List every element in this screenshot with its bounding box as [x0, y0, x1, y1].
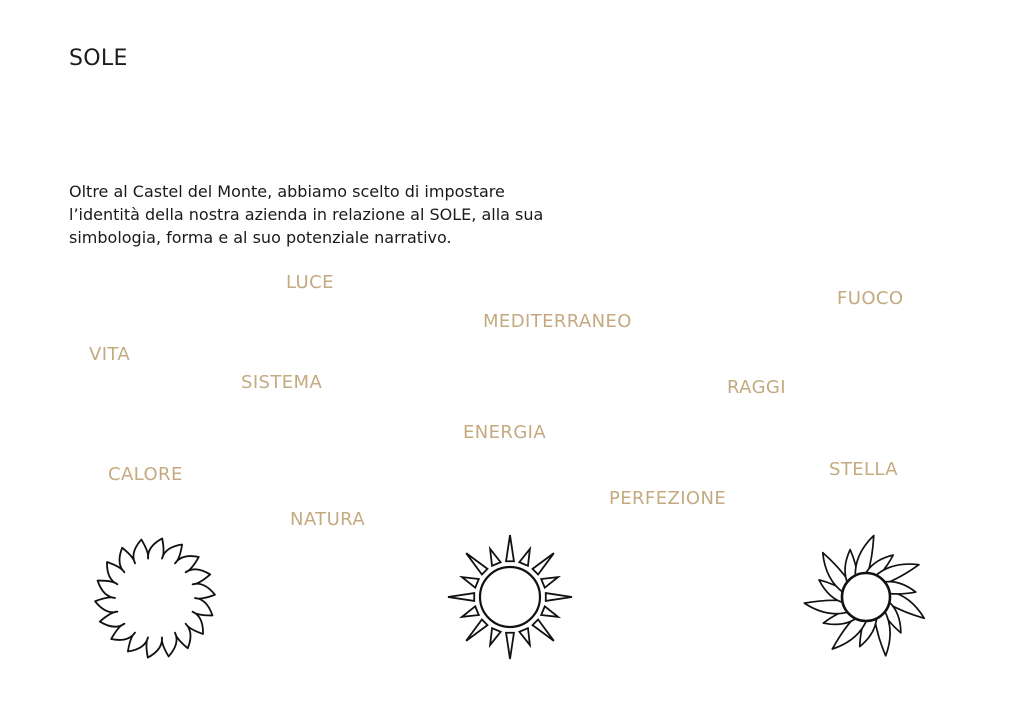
sun-ray	[490, 628, 501, 645]
sun-ray	[541, 577, 558, 588]
keyword-stella: STELLA	[829, 459, 898, 480]
sun-ray	[462, 577, 479, 588]
keyword-energia: ENERGIA	[463, 422, 547, 443]
sun-ray	[466, 620, 487, 641]
sun-ray	[541, 606, 558, 617]
wavy-sun-icon	[90, 533, 220, 663]
keyword-luce: LUCE	[286, 272, 334, 293]
sun-ray	[448, 593, 474, 601]
keyword-raggi: RAGGI	[727, 377, 786, 398]
sun-ray	[519, 628, 530, 645]
sun-ray	[519, 549, 530, 566]
keyword-vita: VITA	[89, 344, 131, 365]
sun-ray	[533, 620, 554, 641]
sun-ray	[546, 593, 572, 601]
intro-line-2: l’identità della nostra azienda in relazione al SOLE, alla sua	[69, 205, 544, 224]
keyword-perfezione: PERFEZIONE	[609, 488, 727, 509]
sun-ray	[466, 553, 487, 574]
keyword-fuoco: FUOCO	[837, 288, 904, 309]
sun-ray	[506, 535, 514, 561]
sun-ray	[490, 549, 501, 566]
sun-ray	[506, 633, 514, 659]
keyword-natura: NATURA	[290, 509, 366, 530]
keyword-calore: CALORE	[108, 464, 183, 485]
sun-ray	[533, 553, 554, 574]
intro-paragraph	[69, 180, 629, 249]
intro-line-3: simbologia, forma e al suo potenziale narrativo.	[69, 228, 452, 247]
pointed-sun-icon	[445, 532, 575, 662]
keyword-mediterraneo: MEDITERRANEO	[483, 311, 632, 332]
keyword-sistema: SISTEMA	[241, 372, 323, 393]
flame-sun-icon	[801, 532, 931, 662]
intro-line-1: Oltre al Castel del Monte, abbiamo scelto di impostare	[69, 182, 505, 201]
page-title: SOLE	[69, 46, 128, 71]
sun-ray	[462, 606, 479, 617]
